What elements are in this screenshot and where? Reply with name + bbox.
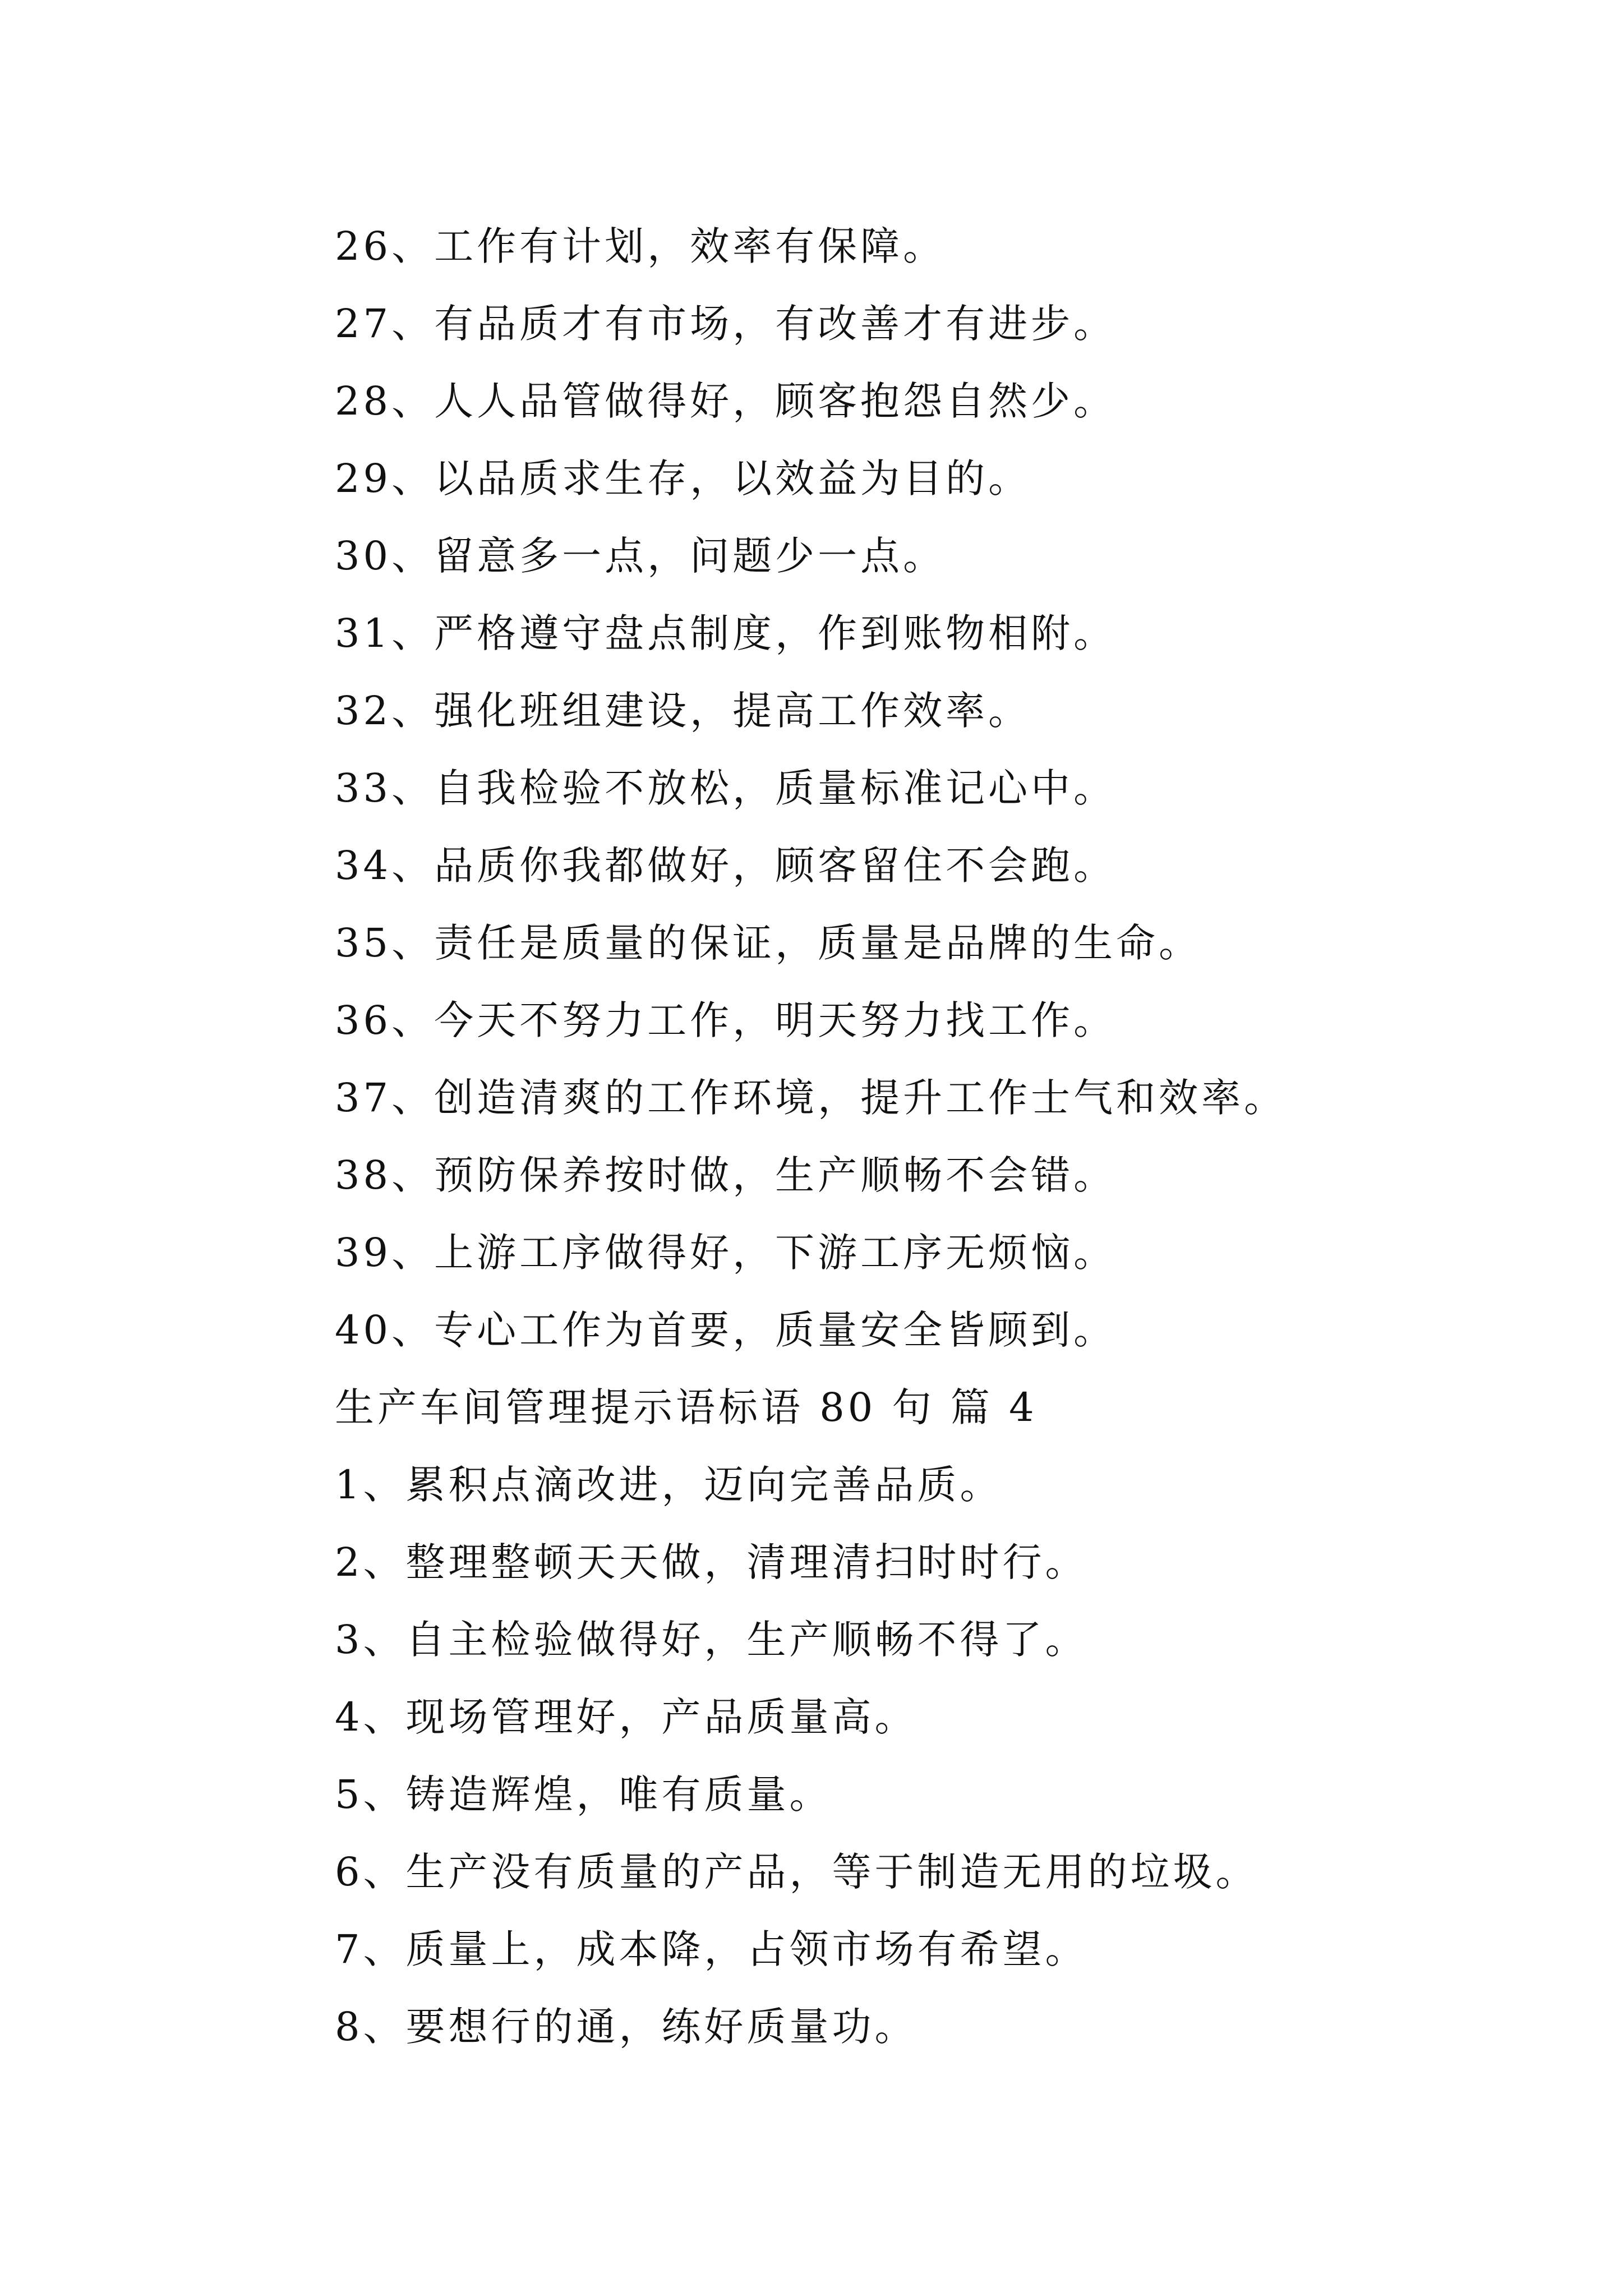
text-line: 5、铸造辉煌，唯有质量。 [335,1772,832,1818]
text-line: 34、品质你我都做好，顾客留住不会跑。 [335,843,1117,889]
text-line: 33、自我检验不放松，质量标准记心中。 [335,765,1117,811]
text-line: 28、人人品管做得好，顾客抱怨自然少。 [335,378,1117,424]
text-line: 36、今天不努力工作，明天努力找工作。 [335,997,1117,1043]
text-line: 4、现场管理好，产品质量高。 [335,1694,917,1740]
text-line: 32、强化班组建设，提高工作效率。 [335,688,1031,734]
text-line: 40、专心工作为首要，质量安全皆顾到。 [335,1307,1117,1353]
text-line: 38、预防保养按时做，生产顺畅不会错。 [335,1152,1117,1198]
text-line: 30、留意多一点，问题少一点。 [335,533,946,579]
text-line: 2、整理整顿天天做，清理清扫时时行。 [335,1539,1088,1585]
text-line: 31、严格遵守盘点制度，作到账物相附。 [335,610,1117,656]
text-line: 37、创造清爽的工作环境，提升工作士气和效率。 [335,1075,1287,1121]
text-line: 8、要想行的通，练好质量功。 [335,2004,917,2050]
text-line: 39、上游工序做得好，下游工序无烦恼。 [335,1230,1117,1276]
text-line: 35、责任是质量的保证，质量是品牌的生命。 [335,920,1202,966]
text-line: 6、生产没有质量的产品，等于制造无用的垃圾。 [335,1849,1258,1895]
text-line: 29、以品质求生存，以效益为目的。 [335,455,1031,501]
text-line: 7、质量上，成本降，占领市场有希望。 [335,1926,1088,1972]
text-line: 3、自主检验做得好，生产顺畅不得了。 [335,1617,1088,1663]
section-heading: 生产车间管理提示语标语 80 句 篇 4 [335,1384,1038,1430]
text-line: 26、工作有计划，效率有保障。 [335,223,946,269]
text-line: 27、有品质才有市场，有改善才有进步。 [335,301,1117,347]
text-line: 1、累积点滴改进，迈向完善品质。 [335,1462,1003,1508]
text-body [335,208,1569,2065]
